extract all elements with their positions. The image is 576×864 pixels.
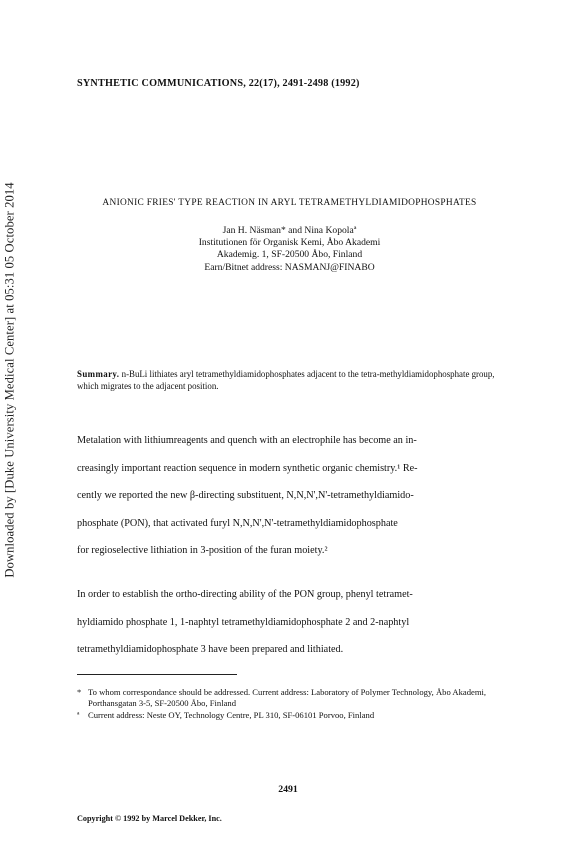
paragraph-line: for regioselective lithiation in 3-position of the furan moiety.² <box>77 545 328 556</box>
author-address: Akademig. 1, SF-20500 Åbo, Finland <box>216 249 363 261</box>
footnote-mark: * <box>77 687 82 697</box>
summary-label: Summary. <box>77 369 120 379</box>
author-names: Jan H. Näsman* and Nina Kopolaª <box>222 225 357 236</box>
summary-text: n-BuLi lithiates aryl tetramethyldiamidophosphates adjacent to the tetra-methyldiamidophosphate group, which migrates to the adjacent position. <box>77 369 495 391</box>
copyright-notice: Copyright © 1992 by Marcel Dekker, Inc. <box>77 814 222 823</box>
download-watermark <box>0 100 20 660</box>
footnote-divider <box>77 674 237 675</box>
paragraph-line: cently we reported the new β-directing substituent, N,N,N',N'-tetramethyldiamido- <box>77 490 414 501</box>
summary <box>77 368 502 392</box>
footnote-item <box>77 687 507 710</box>
download-watermark-text: Downloaded by [Duke University Medical Center] at 05:31 05 October 2014 <box>2 182 17 578</box>
author-institution: Institutionen för Organisk Kemi, Åbo Akademi <box>198 237 381 249</box>
paragraph-2 <box>77 581 502 664</box>
footnote-mark: ª <box>77 709 80 720</box>
paragraph-line: tetramethyldiamidophosphate 3 have been prepared and lithiated. <box>77 644 344 655</box>
paragraph-line: hyldiamido phosphate 1, 1-naphtyl tetramethyldiamidophosphate 2 and 2-naphtyl <box>77 616 410 628</box>
paragraph-1 <box>77 427 502 565</box>
page-number: 2491 <box>278 784 298 795</box>
paragraph-line: In order to establish the ortho-directing ability of the PON group, phenyl tetramet- <box>77 589 413 600</box>
author-block <box>77 225 502 274</box>
journal-header: SYNTHETIC COMMUNICATIONS, 22(17), 2491-2498 (1992) <box>77 78 360 89</box>
author-email: Earn/Bitnet address: NASMANJ@FINABO <box>204 261 375 273</box>
paragraph-line: Metalation with lithiumreagents and quench with an electrophile has become an in- <box>77 435 417 446</box>
paragraph-line: creasingly important reaction sequence in modern synthetic organic chemistry.¹ Re- <box>77 462 418 474</box>
footnote-text: To whom correspondance should be addressed. Current address: Laboratory of Polymer Technology, Åbo Akademi, Porthansgatan 3-5, SF-20500 Åbo, Finland <box>88 687 487 709</box>
article-title: ANIONIC FRIES' TYPE REACTION IN ARYL TETRAMETHYLDIAMIDOPHOSPHATES <box>102 198 477 208</box>
footnote-item <box>77 710 507 721</box>
footnotes <box>77 687 507 721</box>
paragraph-line: phosphate (PON), that activated furyl N,N,N',N'-tetramethyldiamidophosphate <box>77 517 398 529</box>
footnote-text: Current address: Neste OY, Technology Centre, PL 310, SF-06101 Porvoo, Finland <box>88 709 375 720</box>
